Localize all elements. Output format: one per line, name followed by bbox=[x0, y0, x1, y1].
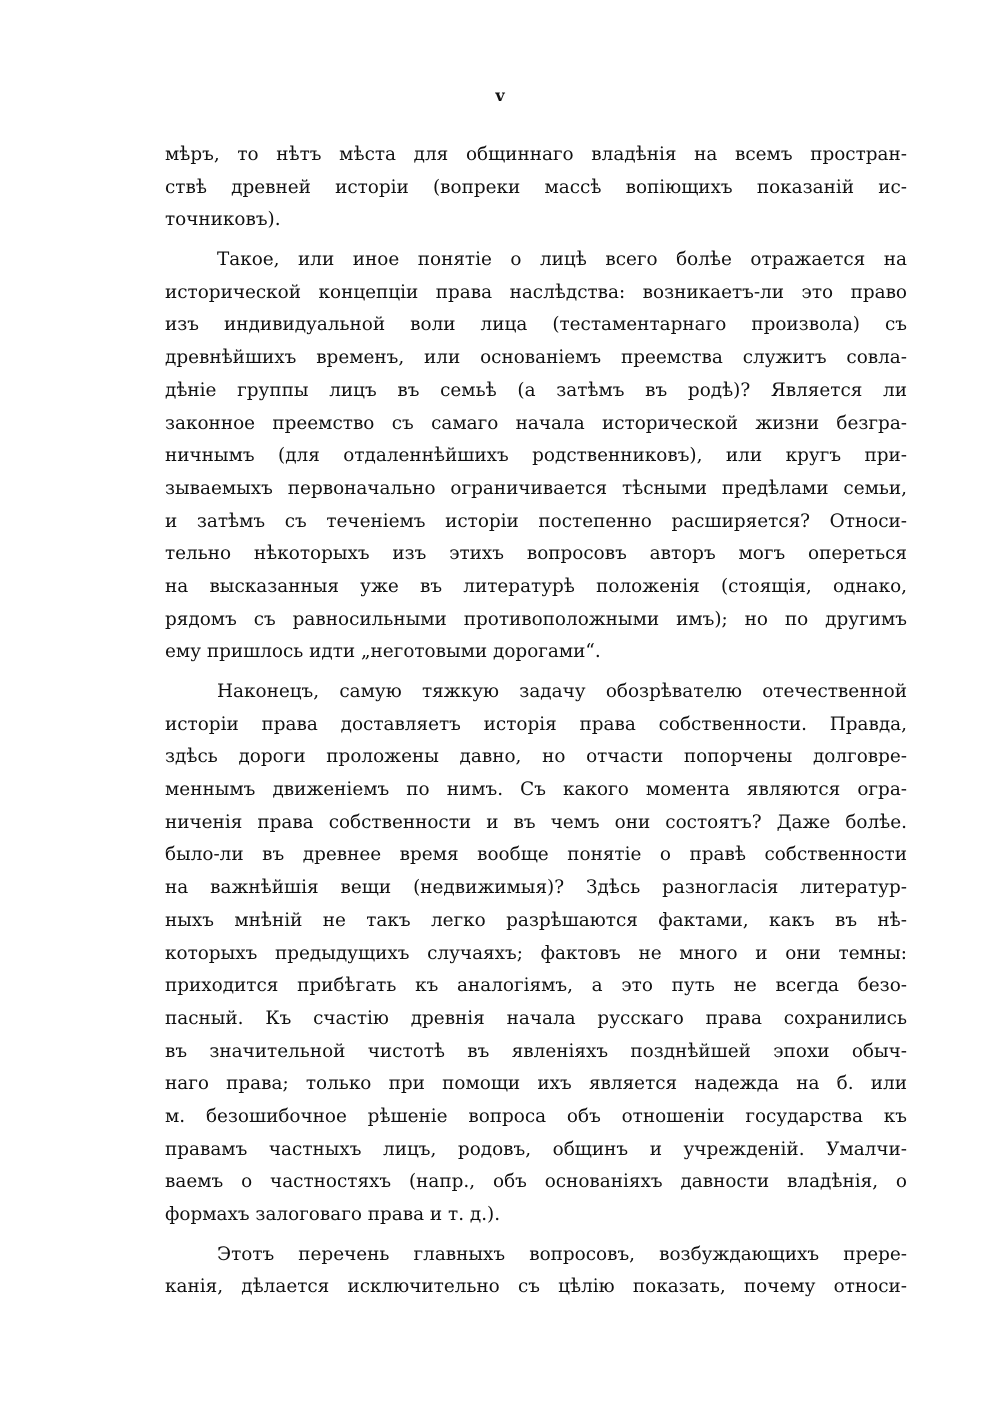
text-line: на высказанныя уже въ литературѣ положенія (стоящія, однако, bbox=[165, 575, 907, 597]
text-line: Такое, или иное понятіе о лицѣ всего болѣе отражается на bbox=[217, 249, 907, 271]
text-line: исторіи права доставляетъ исторія права собственности. Правда, bbox=[165, 713, 907, 735]
text-line: ему пришлось идти „неготовыми дорогами“. bbox=[165, 641, 601, 663]
text-line: Этотъ перечень главныхъ вопросовъ, возбуждающихъ прере- bbox=[217, 1243, 907, 1265]
text-line: законное преемство съ самаго начала исторической жизни безгра- bbox=[165, 412, 907, 434]
text-line: исторической концепціи права наслѣдства: возникаетъ-ли это право bbox=[165, 281, 907, 303]
paragraph-property bbox=[165, 676, 907, 1232]
text-line: ныхъ мнѣній не такъ легко разрѣшаются фактами, какъ въ нѣ- bbox=[165, 909, 907, 931]
text-line: ниченія права собственности и въ чемъ они состоятъ? Даже болѣе. bbox=[165, 811, 907, 833]
page-number: v bbox=[495, 86, 505, 105]
text-line: здѣсь дороги проложены давно, но отчасти попорчены долговре- bbox=[165, 746, 907, 768]
text-line: было-ли въ древнее время вообще понятіе о правѣ собственности bbox=[165, 844, 907, 866]
paragraph-summary bbox=[165, 1239, 907, 1304]
paragraph-inheritance bbox=[165, 244, 907, 669]
text-line: правамъ частныхъ лицъ, родовъ, общинъ и учрежденій. Умалчи- bbox=[165, 1138, 907, 1160]
text-line: ваемъ о частностяхъ (напр., объ основаніяхъ давности владѣнія, о bbox=[165, 1171, 907, 1193]
text-line: точниковъ). bbox=[165, 209, 281, 231]
text-line: канія, дѣлается исключительно съ цѣлію показать, почему относи- bbox=[165, 1276, 907, 1298]
text-line: пасный. Къ счастію древнія начала русскаго права сохранились bbox=[165, 1007, 907, 1029]
body-text bbox=[165, 139, 907, 1311]
text-line: и затѣмъ съ теченіемъ исторіи постепенно расширяется? Относи- bbox=[165, 510, 907, 532]
text-line: мѣръ, то нѣтъ мѣста для общиннаго владѣнія на всемъ простран- bbox=[165, 144, 907, 165]
text-line: приходится прибѣгать къ аналогіямъ, а это путь не всегда безо- bbox=[165, 975, 907, 997]
text-line: меннымъ движеніемъ по нимъ. Съ какого момента являются огра- bbox=[165, 779, 907, 801]
text-line: дѣніе группы лицъ въ семьѣ (а затѣмъ въ родѣ)? Является ли bbox=[165, 379, 907, 401]
text-line: рядомъ съ равносильными противоположными имъ); но по другимъ bbox=[165, 608, 907, 630]
text-line: м. безошибочное рѣшеніе вопроса объ отношеніи государства къ bbox=[165, 1105, 907, 1127]
text-line: наго права; только при помощи ихъ является надежда на б. или bbox=[165, 1073, 907, 1095]
text-line: ствѣ древней исторіи (вопреки массѣ вопіющихъ показаній ис- bbox=[165, 176, 907, 198]
text-line: на важнѣйшія вещи (недвижимыя)? Здѣсь разногласія литератур- bbox=[165, 877, 907, 899]
text-line: ничнымъ (для отдаленнѣйшихъ родственниковъ), или кругъ при- bbox=[165, 445, 907, 467]
text-line: изъ индивидуальной воли лица (тестаментарнаго произвола) съ bbox=[165, 314, 907, 336]
text-line: въ значительной чистотѣ въ явленіяхъ позднѣйшей эпохи обыч- bbox=[165, 1040, 907, 1062]
text-line: тельно нѣкоторыхъ изъ этихъ вопросовъ авторъ могъ опереться bbox=[165, 543, 907, 565]
text-line: зываемыхъ первоначально ограничивается тѣсными предѣлами семьи, bbox=[165, 477, 907, 499]
text-line: древнѣйшихъ временъ, или основаніемъ преемства служитъ совла- bbox=[165, 347, 907, 369]
text-line: которыхъ предыдущихъ случаяхъ; фактовъ не много и они темны: bbox=[165, 942, 907, 964]
text-line: формахъ залоговаго права и т. д.). bbox=[165, 1204, 501, 1225]
text-line: Наконецъ, самую тяжкую задачу обозрѣвателю отечественной bbox=[217, 681, 907, 702]
paragraph-continuation bbox=[165, 139, 907, 237]
